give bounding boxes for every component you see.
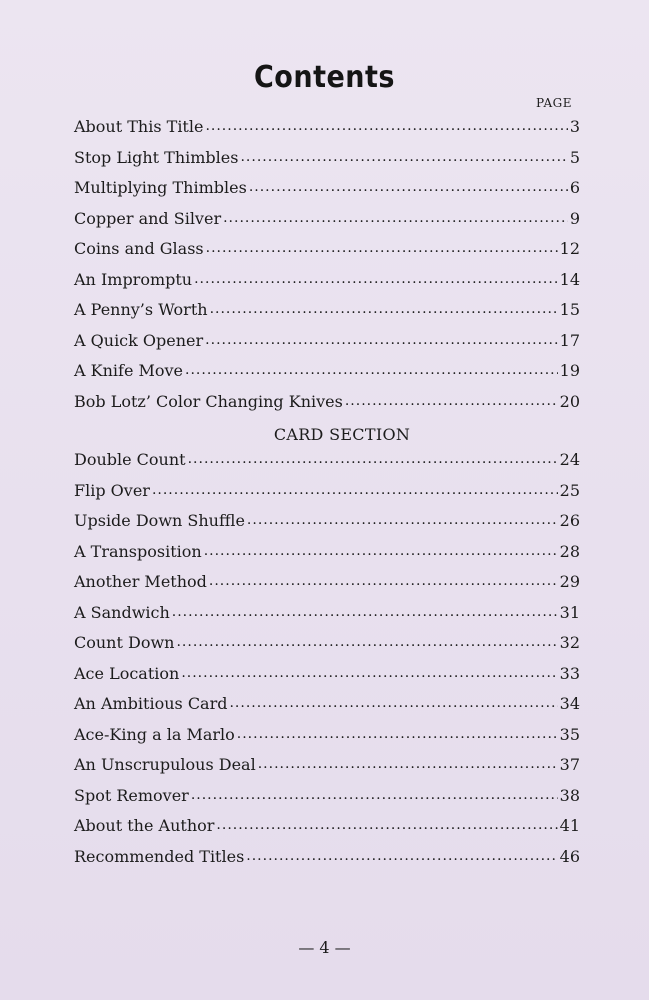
toc-entry-page: 29: [559, 572, 580, 591]
toc-entry: [74, 116, 580, 147]
dot-leader: [237, 724, 558, 740]
toc-entry-page: 37: [559, 755, 580, 774]
toc-entry-page: 26: [559, 511, 580, 530]
dot-leader: [188, 449, 558, 465]
toc-entry-page: 15: [559, 300, 580, 319]
toc-entry-title: Spot Remover: [74, 785, 189, 805]
toc-card-list: [74, 449, 580, 876]
footer-page-number: — 4 —: [298, 938, 351, 957]
dot-leader: [194, 269, 558, 285]
toc-entry-title: A Quick Opener: [74, 330, 204, 350]
toc-entry-page: 24: [559, 450, 580, 469]
toc-entry-title: About the Author: [74, 816, 215, 835]
toc-entry: [74, 785, 580, 816]
table-of-contents: [74, 116, 580, 876]
toc-entry: [74, 238, 580, 269]
toc-entry-title: A Knife Move: [74, 361, 184, 380]
toc-entry-title: Upside Down Shuffle: [74, 511, 245, 530]
toc-entry-title: Recommended Titles: [74, 846, 245, 866]
toc-entry-page: 25: [559, 480, 580, 500]
toc-entry-page: 20: [559, 391, 580, 411]
dot-leader: [209, 571, 558, 587]
toc-entry-title: A Penny’s Worth: [74, 300, 208, 319]
dot-leader: [246, 846, 557, 862]
dot-leader: [181, 663, 557, 679]
toc-entry: [74, 815, 580, 846]
toc-entry-page: 35: [559, 724, 580, 744]
toc-entry: [74, 693, 580, 724]
dot-leader: [249, 177, 568, 193]
toc-entry-page: 34: [559, 694, 580, 713]
toc-entry-page: 32: [559, 633, 580, 652]
toc-entry-title: Coins and Glass: [74, 239, 204, 258]
toc-entry-title: About This Title: [74, 117, 204, 136]
toc-entry: [74, 330, 580, 361]
toc-entry: [74, 724, 580, 755]
dot-leader: [205, 116, 567, 132]
toc-entry-title: Copper and Silver: [74, 208, 222, 228]
toc-entry-page: 46: [559, 846, 580, 866]
toc-entry-title: Ace Location: [74, 663, 180, 683]
dot-leader: [191, 785, 558, 801]
toc-top-list: [74, 116, 580, 421]
toc-entry: [74, 480, 580, 511]
toc-entry: [74, 208, 580, 239]
dot-leader: [216, 815, 557, 831]
toc-entry-page: 33: [559, 663, 580, 683]
toc-entry-title: Ace-King a la Marlo: [74, 724, 235, 744]
toc-entry: [74, 147, 580, 178]
toc-entry: [74, 541, 580, 572]
toc-entry-page: 41: [559, 816, 580, 835]
dot-leader: [223, 208, 568, 224]
section-heading: CARD SECTION: [273, 425, 411, 444]
toc-entry-title: Bob Lotz’ Color Changing Knives: [74, 391, 343, 411]
toc-entry: [74, 360, 580, 391]
toc-entry-title: An Ambitious Card: [74, 694, 228, 713]
page-title: Contents: [253, 60, 395, 95]
toc-entry: [74, 177, 580, 208]
dot-leader: [247, 510, 558, 526]
toc-entry: [74, 602, 580, 633]
dot-leader: [206, 238, 558, 254]
dot-leader: [204, 541, 558, 557]
toc-entry-page: 31: [559, 602, 580, 622]
toc-entry-page: 19: [559, 361, 580, 380]
dot-leader: [229, 693, 557, 709]
dot-leader: [152, 480, 558, 496]
dot-leader: [205, 330, 557, 346]
toc-entry: [74, 571, 580, 602]
toc-entry-page: 12: [559, 239, 580, 258]
dot-leader: [172, 602, 558, 618]
toc-entry-title: Flip Over: [74, 480, 150, 500]
toc-entry-title: A Sandwich: [74, 602, 170, 622]
toc-entry-title: A Transposition: [74, 541, 202, 561]
dot-leader: [240, 147, 567, 163]
toc-entry-page: 9: [569, 208, 580, 228]
toc-entry: [74, 449, 580, 480]
toc-entry: [74, 846, 580, 877]
toc-entry: [74, 754, 580, 785]
toc-entry-page: 17: [559, 330, 580, 350]
toc-entry-page: 38: [559, 785, 580, 805]
toc-entry: [74, 391, 580, 422]
page-column-header: PAGE: [536, 96, 572, 110]
toc-entry-title: An Impromptu: [74, 269, 193, 289]
toc-entry-title: Multiplying Thimbles: [74, 178, 247, 197]
toc-entry-title: Another Method: [74, 572, 207, 591]
toc-entry: [74, 299, 580, 330]
dot-leader: [210, 299, 558, 315]
toc-entry: [74, 632, 580, 663]
toc-entry-page: 28: [559, 541, 580, 561]
toc-entry-page: 6: [569, 178, 580, 197]
toc-entry-title: Double Count: [74, 450, 186, 469]
toc-entry-page: 5: [569, 147, 580, 167]
toc-entry-title: An Unscrupulous Deal: [74, 755, 256, 774]
toc-entry: [74, 269, 580, 300]
toc-entry: [74, 510, 580, 541]
dot-leader: [185, 360, 558, 376]
dot-leader: [258, 754, 558, 770]
dot-leader: [176, 632, 557, 648]
toc-entry-title: Stop Light Thimbles: [74, 147, 239, 167]
dot-leader: [345, 391, 558, 407]
toc-entry-page: 14: [559, 269, 580, 289]
toc-entry-title: Count Down: [74, 633, 175, 652]
toc-entry-page: 3: [569, 117, 580, 136]
toc-entry: [74, 663, 580, 694]
